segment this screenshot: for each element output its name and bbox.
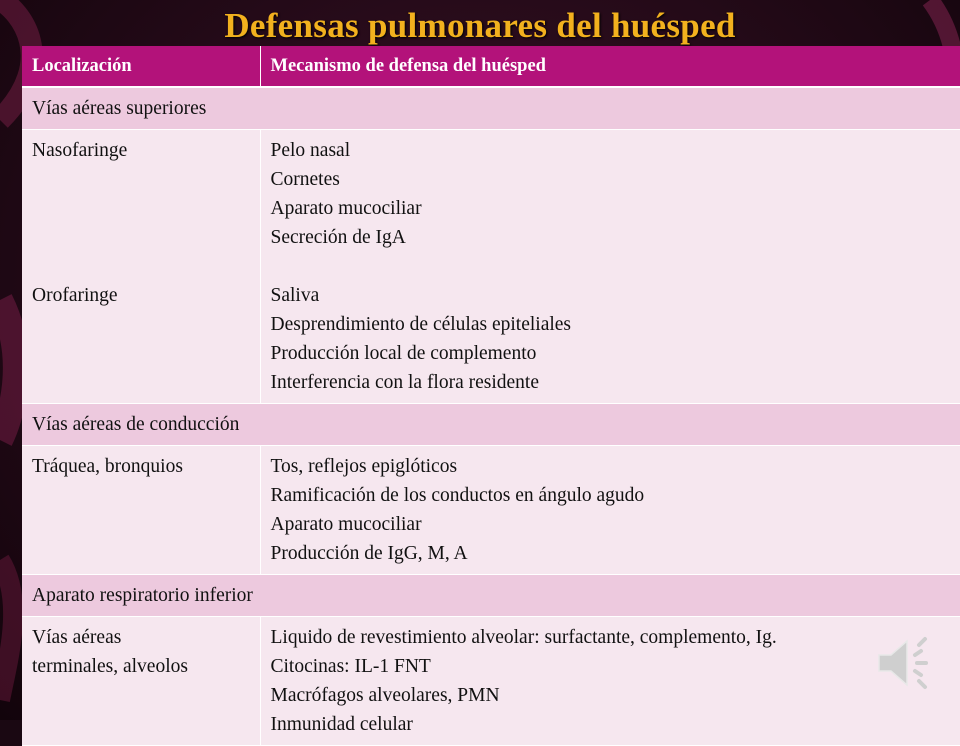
line-gap xyxy=(271,252,950,281)
slide-title: Defensas pulmonares del huésped xyxy=(224,6,736,45)
location-line: terminales, alveolos xyxy=(32,656,188,677)
section-label: Vías aéreas superiores xyxy=(22,87,960,130)
mechanism-line: Secreción de IgA xyxy=(270,227,406,248)
location-line: Vías aéreas xyxy=(32,627,122,648)
section-row xyxy=(22,404,960,446)
mechanism-line: Desprendimiento de células epiteliales xyxy=(270,314,572,335)
section-row xyxy=(22,575,960,617)
mechanism-line: Liquido de revestimiento alveolar: surfactante, complemento, Ig. xyxy=(270,627,777,648)
mechanism-line: Interferencia con la flora residente xyxy=(270,372,540,393)
mechanism-cell xyxy=(260,130,960,404)
header-mechanism: Mecanismo de defensa del huésped xyxy=(260,46,960,87)
speaker-icon[interactable] xyxy=(873,633,937,693)
mechanism-line: Inmunidad celular xyxy=(270,714,413,735)
location-line: Tráquea, bronquios xyxy=(32,456,183,477)
header-location: Localización xyxy=(22,46,260,87)
table-body xyxy=(22,87,960,746)
mechanism-line: Producción de IgG, M, A xyxy=(270,543,468,564)
location-line: Nasofaringe xyxy=(32,140,128,161)
mechanism-cell xyxy=(260,446,960,575)
mechanism-line: Saliva xyxy=(270,285,320,306)
mechanism-line: Ramificación de los conductos en ángulo agudo xyxy=(270,485,645,506)
section-label: Aparato respiratorio inferior xyxy=(22,575,960,617)
section-row xyxy=(22,87,960,130)
mechanism-line: Tos, reflejos epiglóticos xyxy=(270,456,458,477)
mechanism-line: Producción local de complemento xyxy=(270,343,537,364)
table-header-row xyxy=(22,46,960,87)
line-gap xyxy=(32,194,250,223)
mechanism-line: Macrófagos alveolares, PMN xyxy=(270,685,500,706)
line-gap xyxy=(32,252,250,281)
location-line: Orofaringe xyxy=(32,285,118,306)
section-label: Vías aéreas de conducción xyxy=(22,404,960,446)
mechanism-line: Aparato mucociliar xyxy=(270,514,422,535)
mechanism-cell xyxy=(260,617,960,746)
mechanism-line: Cornetes xyxy=(270,169,340,190)
table-row xyxy=(22,446,960,575)
mechanism-line: Aparato mucociliar xyxy=(270,198,422,219)
line-gap xyxy=(32,223,250,252)
location-cell xyxy=(22,446,260,575)
table-row xyxy=(22,130,960,404)
mechanism-line: Pelo nasal xyxy=(270,140,351,161)
defenses-table xyxy=(22,46,960,746)
line-gap xyxy=(32,165,250,194)
mechanism-line: Citocinas: IL-1 FNT xyxy=(270,656,431,677)
location-cell xyxy=(22,130,260,404)
table-row xyxy=(22,617,960,746)
location-cell xyxy=(22,617,260,746)
